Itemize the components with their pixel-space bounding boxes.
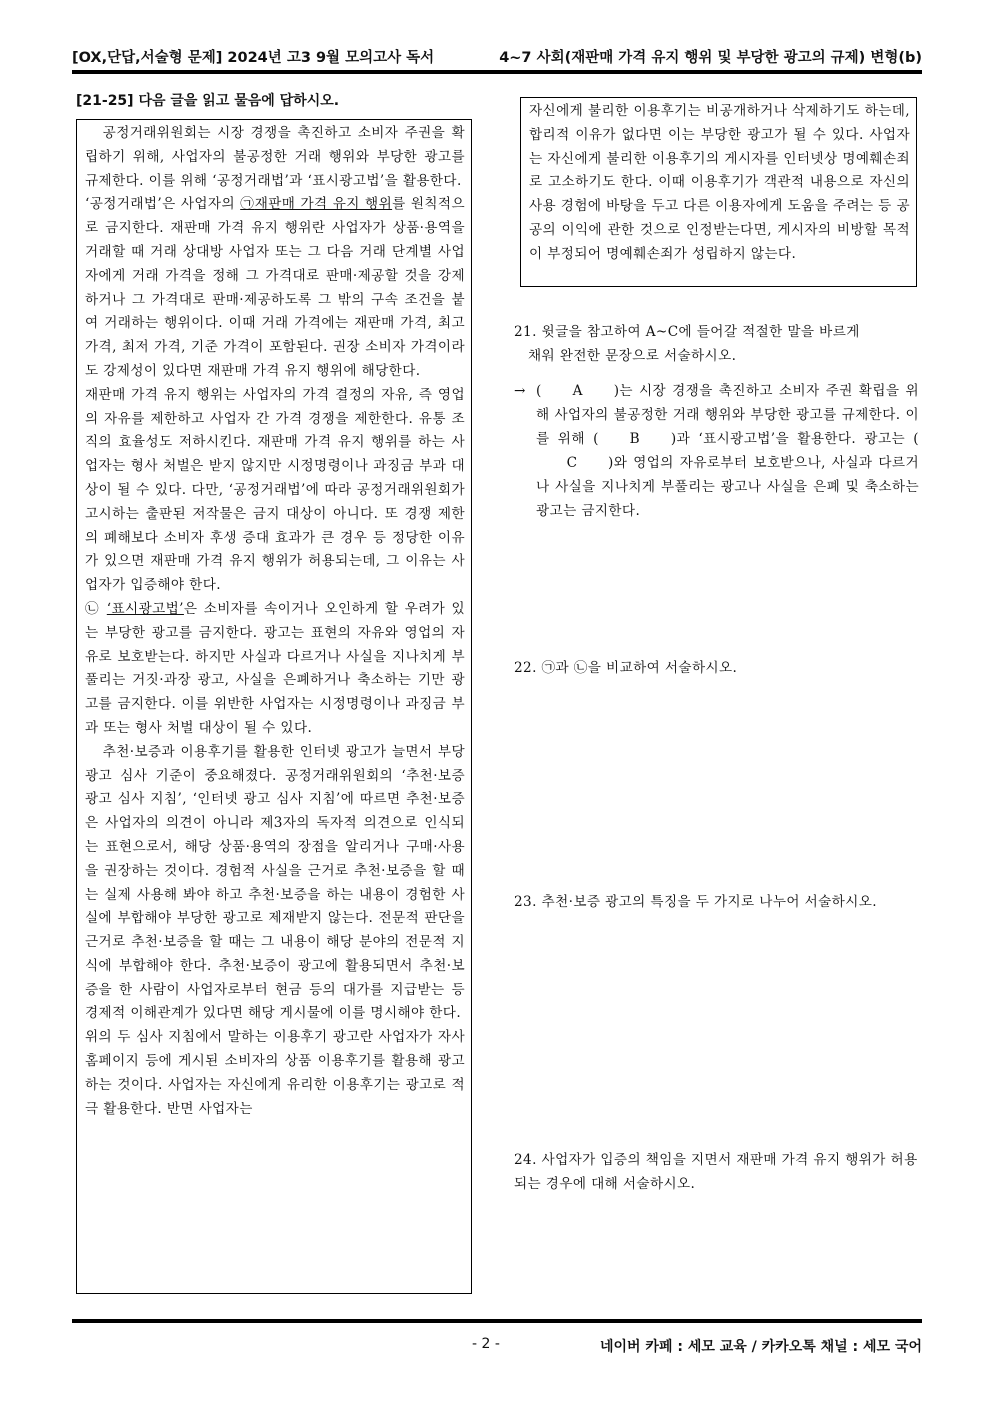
question-instruction: [21-25] 다음 글을 읽고 물음에 답하시오. — [76, 93, 340, 109]
blank-b: B — [629, 431, 641, 447]
reading-passage — [76, 119, 472, 1294]
marker-b: ㉡ — [85, 600, 101, 617]
footer-rule — [72, 1319, 922, 1323]
passage-paragraph-6: 위의 두 심사 지침에서 말하는 이용후기 광고란 사업자가 자사 홈페이지 등에 게시된 소비자의 상품 이용후기를 활용해 광고하는 것이다. 사업자는 자신에게 유리한 이용후기는 광고로 적극 활용한다. 반면 사업자는 — [85, 1029, 465, 1117]
term-resale-price: ㉠재판매 가격 유지 행위 — [240, 196, 393, 213]
question-23: 23. 추천·보증 광고의 특징을 두 가지로 나누어 서술하시오. — [514, 894, 878, 910]
passage-paragraph-3: 재판매 가격 유지 행위는 사업자의 가격 결정의 자유, 즉 영업의 자유를 제한하고 사업자 간 가격 경쟁을 제한한다. 유통 조직의 효율성도 저하시킨다. 재판매 가격 유지 행위를 하는 사업자는 형사 처벌은 받지 않지만 시정명령이나 과징금 부과 대상이 될 수 있다. 다만, ‘공정거래법’에 따라 공정거래위원회가 고시하는 출판된 저작물은 금지 대상이 아니다. 또 경쟁 제한의 폐해보다 소비자 후생 증대 효과가 큰 경우 등 정당한 이유가 있으면 재판매 가격 유지 행위가 허용되는데, 그 이유는 사업자가 입증해야 한다. — [85, 386, 465, 594]
passage-continuation — [520, 97, 917, 287]
header-subtitle: 4~7 사회(재판매 가격 유지 행위 및 부당한 광고의 규제) 변형(b) — [499, 50, 922, 66]
question-21-template — [514, 379, 919, 523]
footer-channel: 네이버 카페 : 세모 교육 / 카카오톡 채널 : 세모 국어 — [599, 1339, 922, 1355]
passage-paragraph-2: ‘공정거래법’은 사업자의 ㉠재판매 가격 유지 행위를 원칙적으로 금지한다. 재판매 가격 유지 행위란 사업자가 상품·용역을 거래할 때 거래 상대방 사업자 또는 그 다음 거래 단계별 사업자에게 거래 가격을 정해 그 가격대로 판매·제공할 것을 강제하거나 그 가격대로 판매·제공하도록 그 밖의 구속 조건을 붙여 거래하는 행위이다. 이때 거래 가격에는 재판매 가격, 최고 가격, 최저 가격, 기준 가격이 포함된다. 권장 소비자 가격이라도 강제성이 있다면 재판매 가격 유지 행위에 해당한다. — [85, 196, 465, 379]
arrow-icon: → — [514, 383, 526, 399]
question-22: 22. ㉠과 ㉡을 비교하여 서술하시오. — [514, 660, 738, 676]
term-labeling-act: ‘표시광고법’ — [106, 600, 184, 617]
header-title: [OX,단답,서술형 문제] 2024년 고3 9월 모의고사 독서 — [72, 50, 435, 66]
question-21-line-2: 채워 완전한 문장으로 서술하시오. — [528, 348, 737, 364]
template-text: ( A )는 시장 경쟁을 촉진하고 소비자 주권 확립을 위해 사업자의 불공정한 거래 행위와 부당한 광고를 규제한다. 이를 위해 ( B )과 ‘표시광고법’을 활용한다. 광고는 (C )와 영업의 자유로부터 보호받으나, 사실과 다르거나 사실을 지나치게 부풀리는 광고나 사실을 은폐 및 축소하는 광고는 금지한다. — [514, 379, 919, 523]
question-24: 24. 사업자가 입증의 책임을 지면서 재판매 가격 유지 행위가 허용되는 경우에 대해 서술하시오. — [514, 1152, 918, 1192]
page-number: - 2 - — [472, 1336, 500, 1352]
header-rule — [72, 70, 922, 74]
passage-continuation-text: 자신에게 불리한 이용후기는 비공개하거나 삭제하기도 하는데, 합리적 이유가 없다면 이는 부당한 광고가 될 수 있다. 사업자는 자신에게 불리한 이용후기의 게시자를 인터넷상 명예훼손죄로 고소하기도 한다. 이때 이용후기가 객관적 내용으로 자신의 사용 경험에 바탕을 두고 다른 이용자에게 도움을 주려는 등 공공의 이익에 관한 것으로 인정받는다면, 게시자의 비방할 목적이 부정되어 명예훼손죄가 성립하지 않는다. — [529, 103, 910, 262]
page-footer — [72, 1336, 922, 1358]
page-header — [72, 46, 922, 68]
blank-c: C — [566, 455, 578, 471]
marker-a: ㉠ — [240, 196, 255, 213]
question-21 — [514, 320, 919, 368]
blank-a: A — [572, 383, 583, 399]
passage-paragraph-1: 공정거래위원회는 시장 경쟁을 촉진하고 소비자 주권을 확립하기 위해, 사업자의 불공정한 거래 행위와 부당한 광고를 규제한다. 이를 위해 ‘공정거래법’과 ‘표시광고법’을 활용한다. — [85, 125, 465, 189]
passage-paragraph-4: ㉡ ‘표시광고법’은 소비자를 속이거나 오인하게 할 우려가 있는 부당한 광고를 금지한다. 광고는 표현의 자유와 영업의 자유로 보호받는다. 하지만 사실과 다르거나 사실을 지나치게 부풀리는 거짓·과장 광고, 사실을 은폐하거나 축소하는 기만 광고를 금지한다. 이를 위반한 사업자는 시정명령이나 과징금 부과 또는 형사 처벌 대상이 될 수 있다. — [85, 600, 465, 736]
question-21-line-1: 21. 윗글을 참고하여 A~C에 들어갈 적절한 말을 바르게 — [514, 324, 860, 340]
passage-paragraph-5: 추천·보증과 이용후기를 활용한 인터넷 광고가 늘면서 부당광고 심사 기준이 중요해졌다. 공정거래위원회의 ‘추천·보증 광고 심사 지침’, ‘인터넷 광고 심사 지침’에 따르면 추천·보증은 사업자의 의견이 아니라 제3자의 독자적 의견으로 인식되는 표현으로서, 해당 상품·용역의 장점을 알리거나 구매·사용을 권장하는 것이다. 경험적 사실을 근거로 추천·보증을 할 때는 실제 사용해 봐야 하고 추천·보증을 하는 내용이 경험한 사실에 부합해야 부당한 광고로 제재받지 않는다. 전문적 판단을 근거로 추천·보증을 할 때는 그 내용이 해당 분야의 전문적 지식에 부합해야 한다. 추천·보증이 광고에 활용되면서 추천·보증을 한 사람이 사업자로부터 현금 등의 대가를 지급받는 등 경제적 이해관계가 있다면 해당 게시물에 이를 명시해야 한다. — [85, 743, 465, 1022]
